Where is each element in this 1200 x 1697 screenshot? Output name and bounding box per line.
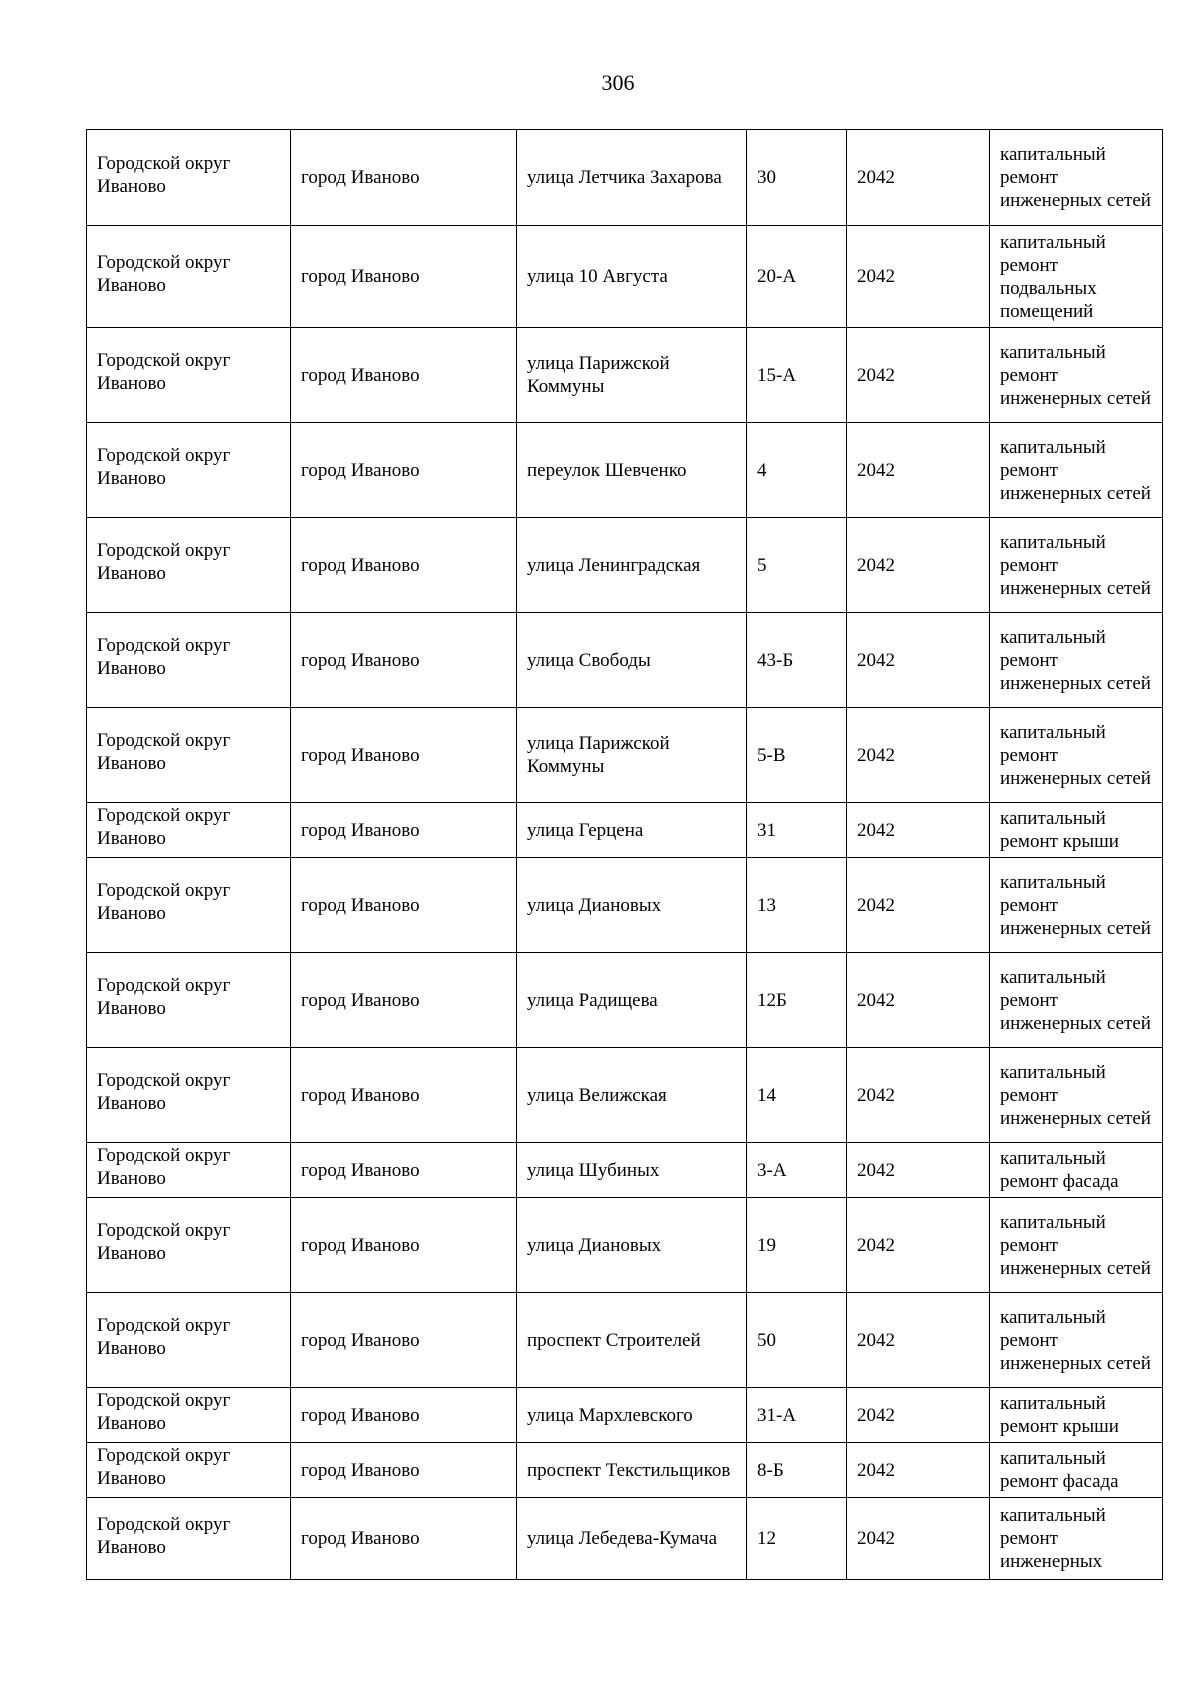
street-cell-text: переулок Шевченко [527,459,687,481]
street-cell-text: улица Герцена [527,819,644,841]
locality-cell-text: город Иваново [301,1329,420,1351]
street-cell-text: улица Парижской Коммуны [527,733,670,777]
locality-cell [291,1443,517,1498]
repair-type-cell-text: капитальный ремонт инженерных сетей [1000,341,1151,409]
locality-cell [291,1048,517,1143]
repair-type-cell-text: капитальный ремонт фасада [1000,1448,1119,1492]
locality-cell-text: город Иваново [301,1404,420,1426]
district-cell-text: Городской округ Иваново [97,152,231,197]
repair-schedule-table [86,129,1163,1580]
street-cell-text: улица Мархлевского [527,1404,693,1426]
page-number: 306 [601,70,635,95]
table-body [87,130,1163,1580]
table-row [87,1198,1163,1293]
year-cell [847,858,990,953]
street-cell-text: улица Свободы [527,649,651,671]
house-number-cell-text: 15-А [757,364,797,386]
table-row [87,708,1163,803]
district-cell [87,1143,291,1198]
table-row [87,1048,1163,1143]
year-cell [847,1388,990,1443]
district-cell [87,1293,291,1388]
district-cell-text: Городской округ Иваново [97,1513,231,1558]
table-row [87,226,1163,328]
house-number-cell [747,423,847,518]
street-cell-text: улица Диановых [527,1234,662,1256]
district-cell [87,1443,291,1498]
repair-type-cell [990,1143,1163,1198]
street-cell-text: улица Диановых [527,894,662,916]
year-cell-text: 2042 [857,819,895,841]
district-cell [87,1498,291,1580]
house-number-cell-text: 14 [757,1084,776,1106]
street-cell [517,613,747,708]
year-cell [847,1293,990,1388]
district-cell-text: Городской округ Иваново [97,540,231,584]
year-cell-text: 2042 [857,1329,895,1351]
street-cell [517,1443,747,1498]
street-cell-text: улица Лебедева-Кумача [527,1528,718,1549]
repair-type-cell-text: капитальный ремонт инженерных сетей [1000,626,1151,694]
district-cell-text: Городской округ Иваново [97,1390,231,1434]
repair-type-cell [990,328,1163,423]
repair-type-cell-text: капитальный ремонт инженерных сетей [1000,436,1151,504]
locality-cell [291,1143,517,1198]
year-cell [847,1048,990,1143]
locality-cell-text: город Иваново [301,167,420,188]
street-cell [517,1388,747,1443]
street-cell [517,1498,747,1580]
street-cell [517,226,747,328]
house-number-cell [747,613,847,708]
table-row [87,1293,1163,1388]
street-cell-text: улица Летчика Захарова [527,167,722,188]
street-cell-text: проспект Строителей [527,1329,701,1351]
year-cell [847,328,990,423]
table-row [87,613,1163,708]
table-row [87,953,1163,1048]
year-cell [847,613,990,708]
house-number-cell [747,1443,847,1498]
locality-cell [291,328,517,423]
year-cell [847,1443,990,1498]
repair-type-cell-text: капитальный ремонт инженерных сетей [1000,144,1151,211]
repair-type-cell [990,803,1163,858]
locality-cell [291,858,517,953]
house-number-cell-text: 13 [757,894,776,916]
district-cell [87,613,291,708]
locality-cell [291,226,517,328]
year-cell [847,953,990,1048]
district-cell-text: Городской округ Иваново [97,1315,231,1359]
house-number-cell [747,328,847,423]
table-row [87,803,1163,858]
locality-cell-text: город Иваново [301,819,420,841]
repair-type-cell [990,613,1163,708]
district-cell-text: Городской округ Иваново [97,445,231,489]
house-number-cell-text: 20-А [757,266,797,287]
district-cell-text: Городской округ Иваново [97,730,231,774]
year-cell-text: 2042 [857,459,895,481]
house-number-cell [747,130,847,226]
house-number-cell [747,226,847,328]
locality-cell-text: город Иваново [301,266,420,287]
locality-cell-text: город Иваново [301,1159,420,1181]
table-row [87,1498,1163,1580]
locality-cell-text: город Иваново [301,649,420,671]
repair-type-cell-text: капитальный ремонт крыши [1000,1393,1119,1437]
district-cell [87,328,291,423]
street-cell-text: проспект Текстильщиков [527,1459,731,1481]
house-number-cell-text: 50 [757,1329,776,1351]
year-cell-text: 2042 [857,1234,895,1256]
locality-cell-text: город Иваново [301,1528,420,1549]
locality-cell-text: город Иваново [301,989,420,1011]
street-cell-text: улица 10 Августа [527,266,668,287]
house-number-cell [747,1293,847,1388]
repair-type-cell [990,1498,1163,1580]
table-row [87,1143,1163,1198]
year-cell-text: 2042 [857,167,895,188]
locality-cell [291,1293,517,1388]
year-cell [847,130,990,226]
locality-cell [291,1498,517,1580]
house-number-cell-text: 4 [757,459,767,481]
house-number-cell [747,1198,847,1293]
street-cell [517,518,747,613]
repair-type-cell-text: капитальный ремонт инженерных сетей [1000,1211,1151,1279]
district-cell-text: Городской округ Иваново [97,251,231,296]
year-cell [847,1198,990,1293]
repair-type-cell-text: капитальный ремонт фасада [1000,1148,1119,1192]
house-number-cell [747,953,847,1048]
locality-cell-text: город Иваново [301,1234,420,1256]
street-cell [517,423,747,518]
repair-type-cell-text: капитальный ремонт инженерных сетей [1000,1061,1151,1129]
house-number-cell [747,1498,847,1580]
table-row [87,328,1163,423]
house-number-cell [747,1388,847,1443]
district-cell [87,1388,291,1443]
locality-cell [291,423,517,518]
locality-cell [291,613,517,708]
repair-type-cell [990,953,1163,1048]
repair-type-cell-text: капитальный ремонт подвальных помещений [1000,231,1106,322]
district-cell [87,953,291,1048]
district-cell-text: Городской округ Иваново [97,805,231,849]
house-number-cell-text: 30 [757,167,776,188]
year-cell-text: 2042 [857,894,895,916]
street-cell [517,953,747,1048]
street-cell [517,858,747,953]
locality-cell-text: город Иваново [301,1084,420,1106]
street-cell [517,708,747,803]
table-row [87,130,1163,226]
street-cell [517,328,747,423]
repair-type-cell-text: капитальный ремонт инженерных сетей [1000,1306,1151,1374]
year-cell-text: 2042 [857,1084,895,1106]
district-cell-text: Городской округ Иваново [97,1070,231,1114]
house-number-cell-text: 31 [757,819,776,841]
street-cell-text: улица Велижская [527,1084,667,1106]
year-cell [847,518,990,613]
house-number-cell [747,803,847,858]
house-number-cell-text: 12Б [757,989,787,1011]
repair-type-cell-text: капитальный ремонт крыши [1000,808,1119,852]
repair-type-cell [990,708,1163,803]
district-cell [87,1198,291,1293]
year-cell-text: 2042 [857,1528,895,1549]
locality-cell [291,130,517,226]
district-cell-text: Городской округ Иваново [97,1145,231,1189]
street-cell-text: улица Шубиных [527,1159,660,1181]
repair-type-cell [990,1048,1163,1143]
house-number-cell-text: 31-А [757,1404,797,1426]
table-row [87,423,1163,518]
district-cell [87,130,291,226]
year-cell-text: 2042 [857,554,895,576]
district-cell-text: Городской округ Иваново [97,1220,231,1264]
repair-type-cell [990,1443,1163,1498]
district-cell [87,1048,291,1143]
house-number-cell-text: 43-Б [757,649,794,671]
street-cell [517,130,747,226]
house-number-cell-text: 8-Б [757,1459,784,1481]
repair-type-cell [990,423,1163,518]
district-cell [87,858,291,953]
street-cell [517,1198,747,1293]
street-cell [517,1143,747,1198]
district-cell-text: Городской округ Иваново [97,1445,231,1489]
district-cell [87,708,291,803]
locality-cell [291,518,517,613]
street-cell [517,803,747,858]
locality-cell-text: город Иваново [301,1459,420,1481]
year-cell-text: 2042 [857,989,895,1011]
street-cell [517,1293,747,1388]
locality-cell [291,708,517,803]
locality-cell-text: город Иваново [301,744,420,766]
year-cell-text: 2042 [857,744,895,766]
year-cell-text: 2042 [857,266,895,287]
street-cell-text: улица Парижской Коммуны [527,353,670,397]
street-cell-text: улица Ленинградская [527,554,701,576]
house-number-cell [747,1048,847,1143]
table-row [87,1443,1163,1498]
repair-type-cell-text: капитальный ремонт инженерных сетей [1000,966,1151,1034]
house-number-cell [747,518,847,613]
table-row [87,858,1163,953]
repair-type-cell-text: капитальный ремонт инженерных [1000,1505,1106,1572]
year-cell [847,423,990,518]
year-cell-text: 2042 [857,364,895,386]
repair-type-cell [990,1293,1163,1388]
locality-cell [291,953,517,1048]
house-number-cell-text: 12 [757,1528,776,1549]
district-cell-text: Городской округ Иваново [97,880,231,924]
house-number-cell-text: 5 [757,554,767,576]
locality-cell-text: город Иваново [301,364,420,386]
district-cell-text: Городской округ Иваново [97,635,231,679]
year-cell [847,226,990,328]
locality-cell [291,803,517,858]
repair-type-cell [990,858,1163,953]
repair-type-cell [990,1198,1163,1293]
year-cell-text: 2042 [857,649,895,671]
locality-cell-text: город Иваново [301,459,420,481]
house-number-cell [747,858,847,953]
district-cell [87,803,291,858]
repair-type-cell [990,130,1163,226]
year-cell [847,1498,990,1580]
district-cell-text: Городской округ Иваново [97,975,231,1019]
locality-cell-text: город Иваново [301,894,420,916]
year-cell [847,803,990,858]
house-number-cell-text: 19 [757,1234,776,1256]
street-cell-text: улица Радищева [527,989,658,1011]
locality-cell [291,1198,517,1293]
repair-type-cell-text: капитальный ремонт инженерных сетей [1000,531,1151,599]
year-cell-text: 2042 [857,1459,895,1481]
street-cell [517,1048,747,1143]
house-number-cell-text: 5-В [757,744,786,766]
repair-type-cell [990,1388,1163,1443]
district-cell [87,226,291,328]
repair-type-cell-text: капитальный ремонт инженерных сетей [1000,721,1151,789]
repair-type-cell [990,518,1163,613]
year-cell [847,708,990,803]
year-cell [847,1143,990,1198]
repair-type-cell [990,226,1163,328]
table-row [87,1388,1163,1443]
district-cell [87,423,291,518]
district-cell [87,518,291,613]
locality-cell-text: город Иваново [301,554,420,576]
district-cell-text: Городской округ Иваново [97,350,231,394]
house-number-cell-text: 3-А [757,1159,787,1181]
house-number-cell [747,1143,847,1198]
repair-type-cell-text: капитальный ремонт инженерных сетей [1000,871,1151,939]
house-number-cell [747,708,847,803]
table-row [87,518,1163,613]
year-cell-text: 2042 [857,1159,895,1181]
locality-cell [291,1388,517,1443]
year-cell-text: 2042 [857,1404,895,1426]
